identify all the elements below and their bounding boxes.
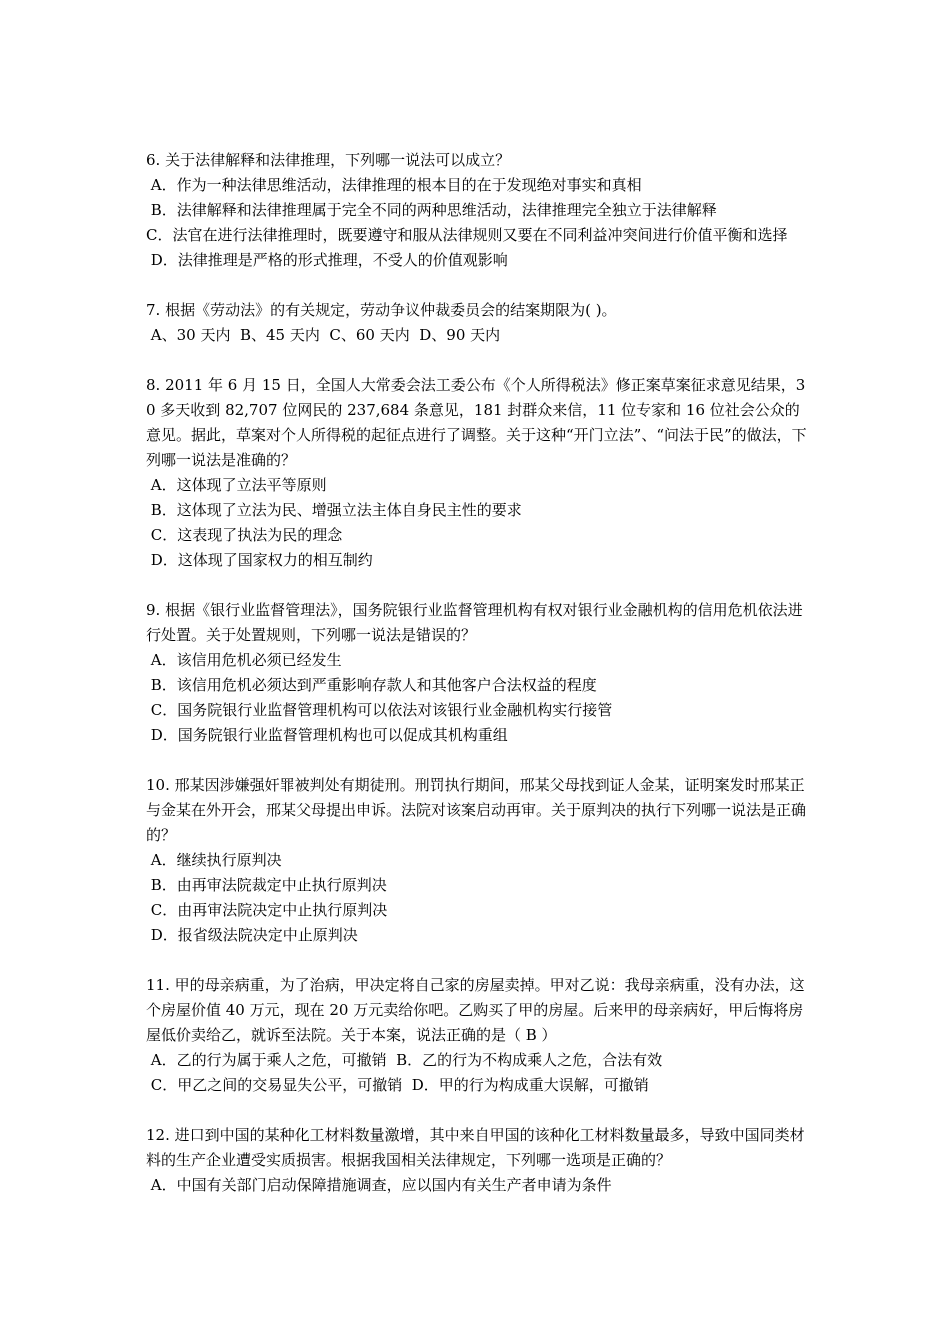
option-c: C．法官在进行法律推理时，既要遵守和服从法律规则又要在不同利益冲突间进行价值平衡和选择	[146, 226, 788, 244]
option-d: D．法律推理是严格的形式推理，不受人的价值观影响	[146, 251, 508, 269]
question-7	[146, 298, 810, 348]
question-stem: 8. 2011 年 6 月 15 日，全国人大常委会法工委公布《个人所得税法》修正案草案征求意见结果，30 多天收到 82,707 位网民的 237,684 条意见，181 封群众来信，11 位专家和 16 位社会公众的意见。据此，草案对个人所得税的起征点进行了调整。关于这种“开门立法”、“问法于民”的做法，下列哪一说法是准确的？	[146, 376, 807, 469]
question-stem: 6. 关于法律解释和法律推理，下列哪一说法可以成立？	[146, 151, 511, 169]
option-a: A．中国有关部门启动保障措施调查，应以国内有关生产者申请为条件	[146, 1176, 612, 1194]
question-12	[146, 1123, 810, 1198]
question-6	[146, 148, 810, 273]
question-10	[146, 773, 810, 948]
option-d: D．这体现了国家权力的相互制约	[146, 551, 373, 569]
option-d: D．国务院银行业监督管理机构也可以促成其机构重组	[146, 726, 508, 744]
option-line: A、30 天内 B、45 天内 C、60 天内 D、90 天内	[146, 326, 501, 344]
option-d: D．报省级法院决定中止原判决	[146, 926, 358, 944]
option-a: A．作为一种法律思维活动，法律推理的根本目的在于发现绝对事实和真相	[146, 176, 642, 194]
option-c: C．这表现了执法为民的理念	[146, 526, 343, 544]
option-cd-line: C．甲乙之间的交易显失公平，可撤销 D．甲的行为构成重大误解，可撤销	[146, 1076, 649, 1094]
option-a: A．继续执行原判决	[146, 851, 282, 869]
option-c: C．国务院银行业监督管理机构可以依法对该银行业金融机构实行接管	[146, 701, 613, 719]
option-b: B．该信用危机必须达到严重影响存款人和其他客户合法权益的程度	[146, 676, 597, 694]
question-9	[146, 598, 810, 748]
option-a: A．这体现了立法平等原则	[146, 476, 327, 494]
question-stem: 10. 邢某因涉嫌强奸罪被判处有期徒刑。刑罚执行期间，邢某父母找到证人金某，证明案发时邢某正与金某在外开会，邢某父母提出申诉。法院对该案启动再审。关于原判决的执行下列哪一说法是正确的？	[146, 776, 807, 844]
question-stem: 7. 根据《劳动法》的有关规定，劳动争议仲裁委员会的结案期限为( )。	[146, 301, 617, 319]
option-c: C．由再审法院决定中止执行原判决	[146, 901, 388, 919]
option-ab-line: A．乙的行为属于乘人之危，可撤销 B．乙的行为不构成乘人之危，合法有效	[146, 1051, 663, 1069]
question-stem: 12. 进口到中国的某种化工材料数量激增，其中来自甲国的该种化工材料数量最多，导致中国同类材料的生产企业遭受实质损害。根据我国相关法律规定，下列哪一选项是正确的？	[146, 1126, 805, 1169]
option-a: A．该信用危机必须已经发生	[146, 651, 342, 669]
option-b: B．由再审法院裁定中止执行原判决	[146, 876, 387, 894]
question-11	[146, 973, 810, 1098]
question-list	[146, 148, 810, 1223]
option-b: B．法律解释和法律推理属于完全不同的两种思维活动，法律推理完全独立于法律解释	[146, 201, 717, 219]
option-b: B．这体现了立法为民、增强立法主体自身民主性的要求	[146, 501, 522, 519]
question-8	[146, 373, 810, 573]
question-stem: 9. 根据《银行业监督管理法》，国务院银行业监督管理机构有权对银行业金融机构的信用危机依法进行处置。关于处置规则，下列哪一说法是错误的？	[146, 601, 803, 644]
question-stem: 11. 甲的母亲病重，为了治病，甲决定将自己家的房屋卖掉。甲对乙说：我母亲病重，没有办法，这个房屋价值 40 万元，现在 20 万元卖给你吧。乙购买了甲的房屋。后来甲的母亲病好，甲后悔将房屋低价卖给乙，就诉至法院。关于本案，说法正确的是（ B ）	[146, 976, 805, 1044]
